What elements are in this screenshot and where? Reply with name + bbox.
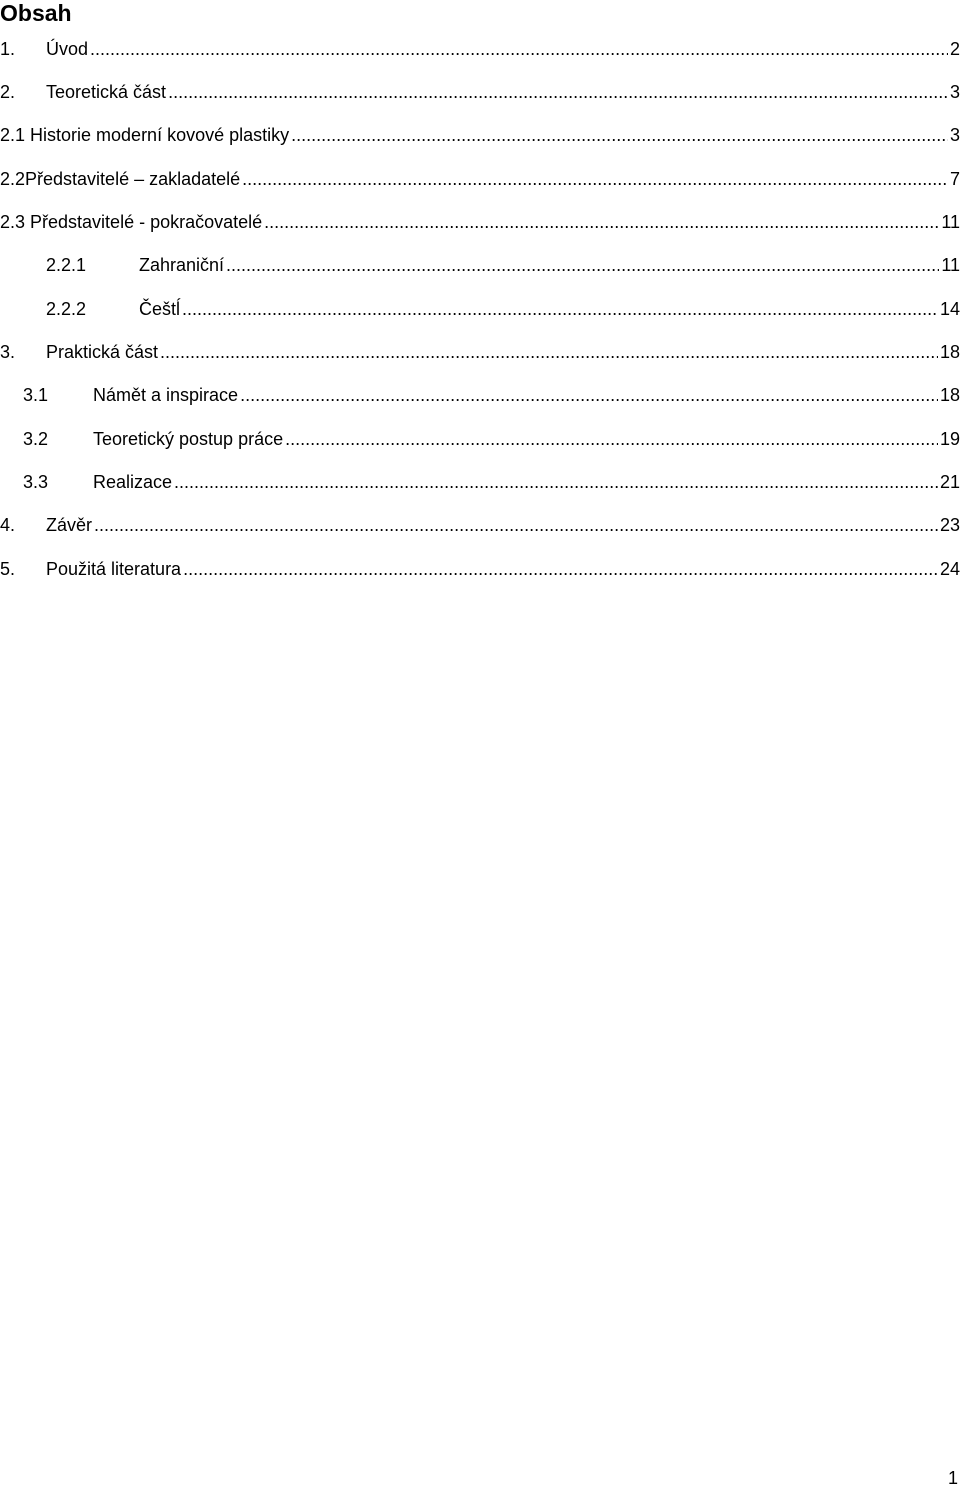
toc-dot-leader	[183, 558, 938, 580]
toc-entry-literatura[interactable]	[0, 558, 960, 580]
toc-entry-number: 3.1	[23, 385, 49, 405]
toc-entry-text: 2.1 Historie moderní kovové plastiky	[0, 125, 290, 145]
toc-entry-zakladatele[interactable]	[0, 168, 960, 190]
toc-entry-postup[interactable]	[0, 428, 960, 450]
toc-dot-leader	[168, 81, 948, 103]
toc-entry-text: Teoretická část	[46, 82, 167, 102]
toc-entry-text: Teoretický postup práce	[93, 429, 284, 449]
toc-entry-page: 19	[939, 429, 960, 449]
toc-entry-number: 2.2.1	[46, 255, 87, 275]
toc-dot-leader	[160, 341, 938, 363]
toc-entry-page: 11	[941, 212, 960, 232]
toc-entry-number: 4.	[0, 515, 16, 535]
toc-entry-prakticka-cast[interactable]	[0, 341, 960, 363]
toc-entry-historie[interactable]	[0, 124, 960, 146]
toc-entry-text: 2.2Představitelé – zakladatelé	[0, 169, 241, 189]
toc-entry-number: 2.2.2	[46, 299, 87, 319]
toc-entry-number: 3.2	[23, 429, 49, 449]
toc-entry-page: 21	[939, 472, 960, 492]
toc-dot-leader	[94, 514, 938, 536]
page-title: Obsah	[0, 0, 72, 26]
toc-entry-number: 5.	[0, 559, 16, 579]
toc-entry-pokracovatele[interactable]	[0, 211, 960, 233]
toc-entry-text: Realizace	[93, 472, 173, 492]
toc-dot-leader	[285, 428, 938, 450]
toc-entry-text: Námět a inspirace	[93, 385, 239, 405]
toc-entry-zaver[interactable]	[0, 514, 960, 536]
toc-entry-page: 14	[939, 299, 960, 319]
toc-dot-leader	[264, 211, 939, 233]
toc-entry-page: 11	[941, 255, 960, 275]
toc-entry-page: 2	[949, 39, 960, 59]
toc-entry-text: Úvod	[46, 39, 89, 59]
toc-dot-leader	[226, 254, 939, 276]
toc-dot-leader	[90, 38, 948, 60]
toc-entry-uvod[interactable]	[0, 38, 960, 60]
toc-entry-text: Použitá literatura	[46, 559, 182, 579]
toc-entry-text: Zahraniční	[139, 255, 225, 275]
toc-dot-leader	[174, 471, 938, 493]
toc-dot-leader	[240, 384, 938, 406]
toc-dot-leader	[182, 298, 938, 320]
toc-entry-page: 18	[939, 342, 960, 362]
toc-entry-teoreticka-cast[interactable]	[0, 81, 960, 103]
toc-entry-page: 3	[949, 82, 960, 102]
toc-entry-page: 3	[949, 125, 960, 145]
toc-entry-page: 18	[939, 385, 960, 405]
toc-entry-page: 24	[939, 559, 960, 579]
toc-entry-text: Závěr	[46, 515, 93, 535]
toc-entry-realizace[interactable]	[0, 471, 960, 493]
toc-entry-text: Češtĺ	[139, 299, 181, 319]
toc-dot-leader	[291, 124, 948, 146]
toc-entry-number: 3.	[0, 342, 16, 362]
page-number: 1	[947, 1468, 958, 1488]
toc-entry-text: 2.3 Představitelé - pokračovatelé	[0, 212, 263, 232]
toc-entry-namet[interactable]	[0, 384, 960, 406]
toc-entry-page: 7	[949, 169, 960, 189]
toc-entry-zahranicni[interactable]	[0, 254, 960, 276]
toc-dot-leader	[242, 168, 948, 190]
toc-entry-text: Praktická část	[46, 342, 159, 362]
toc-entry-number: 2.	[0, 82, 16, 102]
toc-entry-cesti[interactable]	[0, 298, 960, 320]
toc-entry-number: 3.3	[23, 472, 49, 492]
toc-entry-page: 23	[939, 515, 960, 535]
toc-entry-number: 1.	[0, 39, 16, 59]
